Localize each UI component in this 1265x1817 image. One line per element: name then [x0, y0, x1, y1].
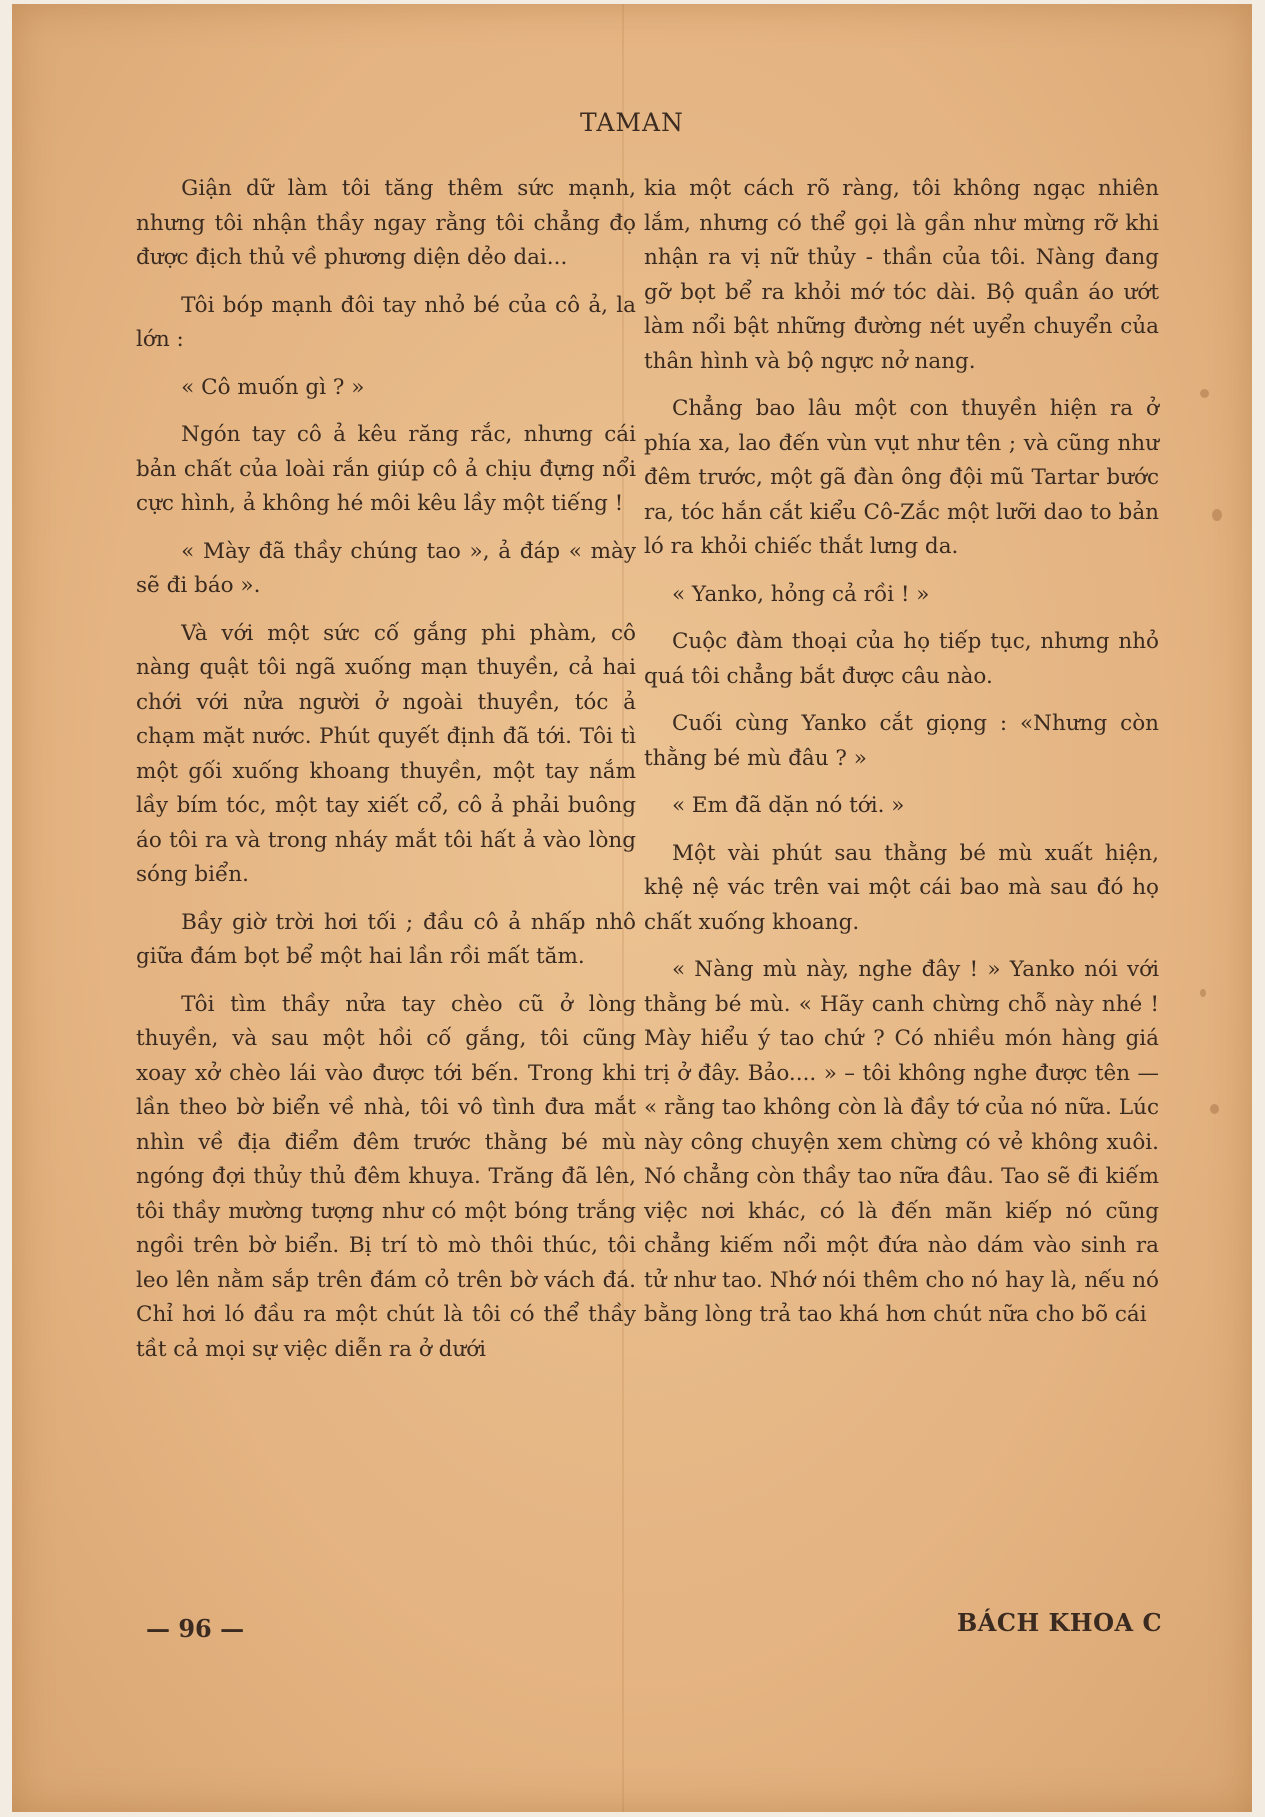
- paragraph: Tôi tìm thầy nửa tay chèo cũ ở lòng thuyền, và sau một hồi cố gắng, tôi cũng xoay xở chèo lái vào được tới bến. Trong khi lần theo bờ biển về nhà, tôi vô tình đưa mắt nhìn về địa điểm đêm trước thằng bé mù ngóng đợi thủy thủ đêm khuya. Trăng đã lên, tôi thầy mường tượng như có một bóng trắng ngồi trên bờ biển. Bị trí tò mò thôi thúc, tôi leo lên nằm sắp trên đám cỏ trên bờ vách đá. Chỉ hơi ló đầu ra một chút là tôi có thể thầy tầt cả mọi sự việc diễn ra ở dưới: [136, 991, 636, 1362]
- paragraph: Cuộc đàm thoại của họ tiếp tục, nhưng nhỏ quá tôi chẳng bắt được câu nào.: [644, 629, 1159, 689]
- paragraph: Cuối cùng Yanko cắt giọng : «Nhưng còn thằng bé mù đâu ? »: [644, 711, 1159, 771]
- running-head: TAMAN: [580, 108, 684, 137]
- paragraph: « Nàng mù này, nghe đây ! » Yanko nói với thằng bé mù. « Hãy canh chừng chỗ này nhé ! Mày hiểu ý tao chứ ? Có nhiều món hàng giá trị ở đây. Bảo.... » – tôi không nghe được tên — « rằng tao không còn là đầy tớ của nó nữa. Lúc này công chuyện xem chừng có vẻ không xuôi. Nó chẳng còn thầy tao nữa đâu. Tao sẽ đi kiếm việc nơi khác, có là đến mãn kiếp nó cũng chẳng kiếm nổi một đứa nào dám vào sinh ra tử như tao. Nhớ nói thêm cho nó hay là, nếu nó bằng lòng trả tao khá hơn chút nữa cho bõ cái: [644, 957, 1159, 1327]
- left-text-column: [136, 172, 636, 1380]
- paragraph: Chẳng bao lâu một con thuyền hiện ra ở phía xa, lao đến vùn vụt như tên ; và cũng như đêm trước, một gã đàn ông đội mũ Tartar bước ra, tóc hắn cắt kiểu Cô-Zắc một lưỡi dao to bản ló ra khỏi chiếc thắt lưng da.: [644, 396, 1159, 559]
- paragraph: Giận dữ làm tôi tăng thêm sức mạnh, nhưng tôi nhận thầy ngay rằng tôi chẳng đọ được địch thủ về phương diện dẻo dai...: [136, 176, 636, 270]
- paragraph: « Em đã dặn nó tới. »: [671, 793, 905, 818]
- paragraph: « Mày đã thầy chúng tao », ả đáp « mày sẽ đi báo ».: [136, 538, 636, 598]
- page-number: — 96 —: [146, 1614, 245, 1643]
- paragraph: « Cô muốn gì ? »: [181, 374, 365, 400]
- paragraph: kia một cách rõ ràng, tôi không ngạc nhiên lắm, nhưng có thể gọi là gần như mừng rỡ khi nhận ra vị nữ thủy - thần của tôi. Nàng đang gỡ bọt bể ra khỏi mớ tóc dài. Bộ quần áo ướt làm nổi bật những đường nét uyển chuyển của thân hình và bộ ngực nở nang.: [644, 176, 1159, 374]
- paragraph: « Yanko, hỏng cả rồi ! »: [671, 581, 930, 607]
- paragraph: Ngón tay cô ả kêu răng rắc, nhưng cái bản chất của loài rắn giúp cô ả chịu đựng nổi cực hình, ả không hé môi kêu lầy một tiếng !: [136, 422, 636, 516]
- paper-stain: [1200, 989, 1206, 997]
- paragraph: Tôi bóp mạnh đôi tay nhỏ bé của cô ả, la lớn :: [136, 292, 636, 352]
- paper-stain: [1200, 389, 1209, 398]
- paragraph: Và với một sức cố gắng phi phàm, cô nàng quật tôi ngã xuống mạn thuyền, cả hai chới với nửa người ở ngoài thuyền, tóc ả chạm mặt nước. Phút quyết định đã tới. Tôi tì một gối xuống khoang thuyền, một tay nắm lầy bím tóc, một tay xiết cổ, cô ả phải buông áo tôi ra và trong nháy mắt tôi hất ả vào lòng sóng biển.: [136, 620, 636, 887]
- magazine-name: BÁCH KHOA C: [957, 1608, 1163, 1637]
- paper-stain: [1210, 1104, 1219, 1114]
- magazine-page: [12, 4, 1252, 1812]
- paragraph: Một vài phút sau thằng bé mù xuất hiện, khệ nệ vác trên vai một cái bao mà sau đó họ chất xuống khoang.: [644, 840, 1159, 935]
- paper-stain: [1212, 509, 1222, 521]
- paragraph: Bầy giờ trời hơi tối ; đầu cô ả nhấp nhô giữa đám bọt bể một hai lần rồi mất tăm.: [136, 909, 636, 969]
- right-text-column: [644, 172, 1159, 1346]
